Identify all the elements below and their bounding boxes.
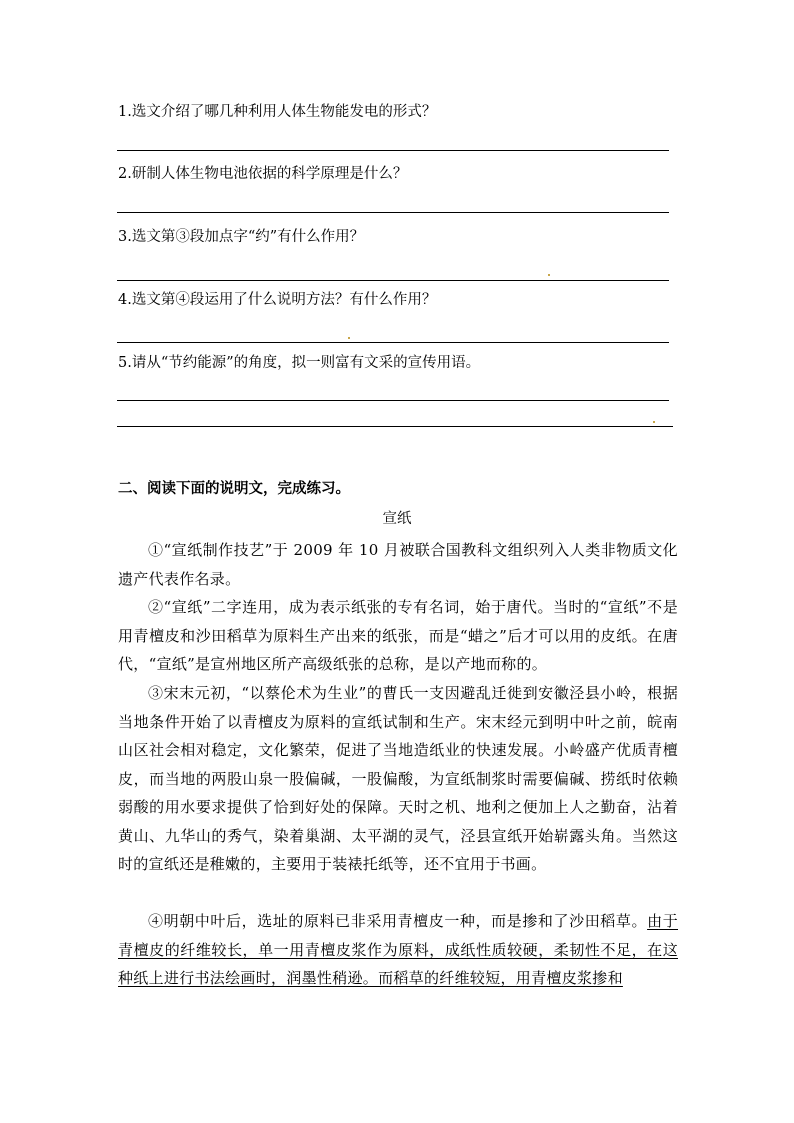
stray-mark <box>348 337 350 339</box>
section-heading: 二、阅读下面的说明文，完成练习。 <box>118 480 350 497</box>
stray-mark <box>548 274 550 276</box>
question-1: 1.选文介绍了哪几种利用人体生物能发电的形式？ <box>118 104 437 120</box>
stray-mark <box>653 421 655 423</box>
question-2: 2.研制人体生物电池依据的科学原理是什么？ <box>118 166 408 182</box>
question-3: 3.选文第③段加点字“约”有什么作用？ <box>118 229 365 245</box>
paragraph-4-underlined-text: 由于青檀皮的纤维较长，单一用青檀皮浆作为原料，成纸性质较硬，柔韧性不足，在这种纸上进行书法绘画时，润墨性稍逊。而稻草的纤维较短，用青檀皮浆掺和 <box>118 912 678 987</box>
answer-line <box>117 280 669 281</box>
answer-line <box>117 150 669 151</box>
answer-line <box>117 212 669 213</box>
question-4: 4.选文第④段运用了什么说明方法？有什么作用？ <box>118 292 437 308</box>
paragraph-2: ②“宣纸”二字连用，成为表示纸张的专有名词，始于唐代。当时的“宣纸”不是用青檀皮和沙田稻草为原料生产出来的纸张，而是“蜡之”后才可以用的皮纸。在唐代，“宣纸”是宣州地区所产高级纸张的总称，是以产地而称的。 <box>118 598 678 673</box>
answer-line <box>117 426 673 427</box>
article-title: 宣纸 <box>382 511 412 527</box>
answer-line <box>117 342 669 343</box>
paragraph-3: ③宋末元初，“以蔡伦术为生业”的曹氏一支因避乱迁徙到安徽泾县小岭，根据当地条件开始了以青檀皮为原料的宣纸试制和生产。宋末经元到明中叶之前，皖南山区社会相对稳定，文化繁荣，促进了当地造纸业的快速发展。小岭盛产优质青檀皮，而当地的两股山泉一股偏碱，一股偏酸，为宣纸制浆时需要偏碱、捞纸时依赖弱酸的用水要求提供了恰到好处的保障。天时之机、地利之便加上人之勤奋，沾着黄山、九华山的秀气，染着巢湖、太平湖的灵气，泾县宣纸开始崭露头角。当然这时的宣纸还是稚嫩的，主要用于装裱托纸等，还不宜用于书画。 <box>118 684 678 873</box>
answer-line <box>117 400 669 401</box>
paragraph-4 <box>118 907 678 993</box>
question-5: 5.请从“节约能源”的角度，拟一则富有文采的宣传用语。 <box>118 355 481 371</box>
paragraph-1: ①“宣纸制作技艺”于 2009 年 10 月被联合国教科文组织列入人类非物质文化遗产代表作名录。 <box>118 541 678 588</box>
paragraph-4-text: ④明朝中叶后，选址的原料已非采用青檀皮一种，而是掺和了沙田稻草。 <box>148 912 648 930</box>
